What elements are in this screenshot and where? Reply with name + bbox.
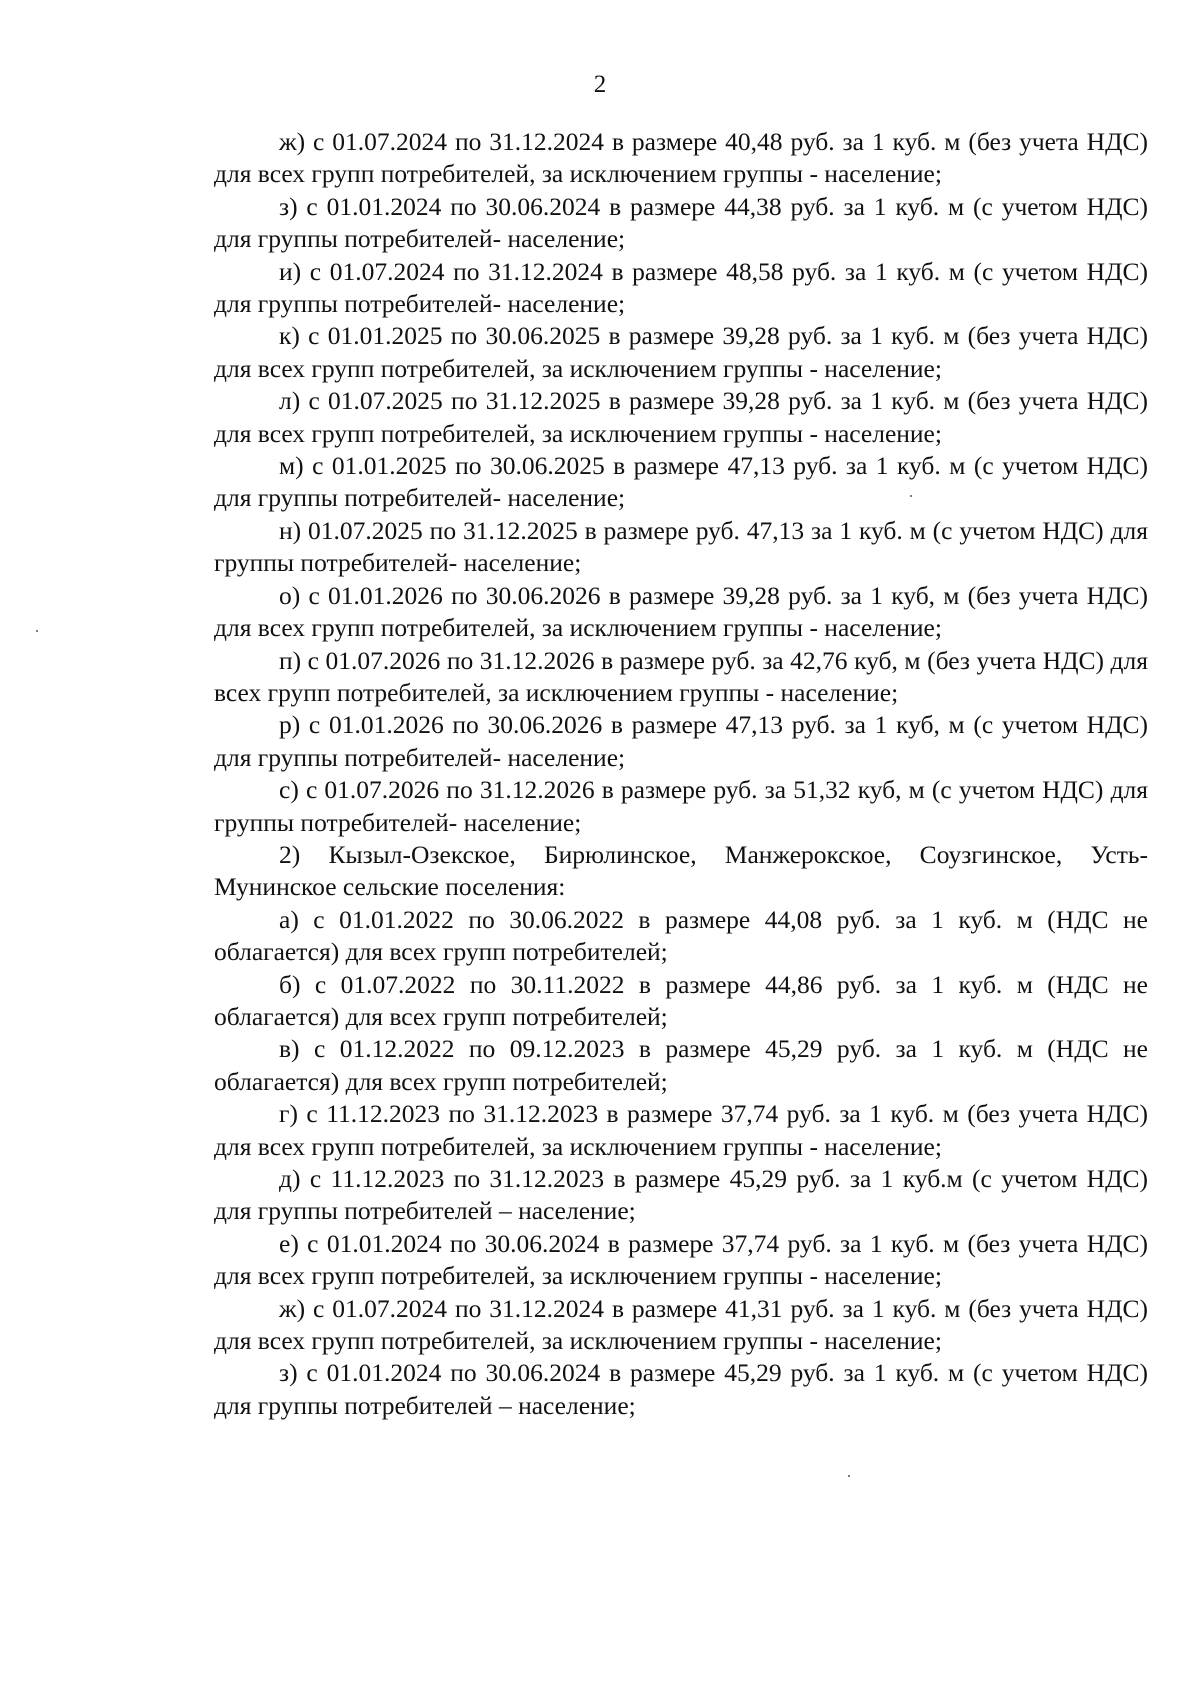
tariff-item-m: м) с 01.01.2025 по 30.06.2025 в размере 47,13 руб. за 1 куб. м (с учетом НДС) для группы потребителей- население; — [214, 451, 1148, 513]
scan-speck — [36, 630, 38, 632]
tariff-item-d: д) с 11.12.2023 по 31.12.2023 в размере 45,29 руб. за 1 куб.м (с учетом НДС) для группы потребителей – население; — [214, 1164, 1148, 1226]
tariff-item-o: о) с 01.01.2026 по 30.06.2026 в размере 39,28 руб. за 1 куб, м (без учета НДС) для всех групп потребителей, за исключением группы - население; — [214, 580, 1148, 643]
document-body — [214, 126, 1148, 1422]
scan-speck — [848, 1475, 850, 1477]
page-number: 2 — [593, 71, 607, 98]
tariff-item-a: а) с 01.01.2022 по 30.06.2022 в размере 44,08 руб. за 1 куб. м (НДС не облагается) для всех групп потребителей; — [214, 904, 1148, 967]
tariff-item-z-1: з) с 01.01.2024 по 30.06.2024 в размере 44,38 руб. за 1 куб. м (с учетом НДС) для группы потребителей- население; — [214, 191, 1148, 254]
tariff-item-zh-2: ж) с 01.07.2024 по 31.12.2024 в размере 41,31 руб. за 1 куб. м (без учета НДС) для всех групп потребителей, за исключением группы - население; — [214, 1293, 1148, 1356]
tariff-item-k: к) с 01.01.2025 по 30.06.2025 в размере 39,28 руб. за 1 куб. м (без учета НДС) для всех групп потребителей, за исключением группы - население; — [214, 321, 1148, 383]
tariff-item-p: п) с 01.07.2026 по 31.12.2026 в размере руб. за 42,76 куб, м (без учета НДС) для всех групп потребителей, за исключением группы - население; — [214, 645, 1148, 707]
tariff-item-zh-1: ж) с 01.07.2024 по 31.12.2024 в размере 40,48 руб. за 1 куб. м (без учета НДС) для всех групп потребителей, за исключением группы - население; — [214, 127, 1148, 189]
section-heading-settlements: 2) Кызыл-Озекское, Бирюлинское, Манжерокское, Соузгинское, Усть-Мунинское сельские поселения: — [214, 839, 1148, 902]
tariff-item-s: с) с 01.07.2026 по 31.12.2026 в размере руб. за 51,32 куб, м (с учетом НДС) для группы потребителей- население; — [214, 775, 1148, 837]
tariff-item-e: е) с 01.01.2024 по 30.06.2024 в размере 37,74 руб. за 1 куб. м (без учета НДС) для всех групп потребителей, за исключением группы - население; — [214, 1228, 1148, 1291]
tariff-item-b: б) с 01.07.2022 по 30.11.2022 в размере 44,86 руб. за 1 куб. м (НДС не облагается) для всех групп потребителей; — [214, 969, 1148, 1031]
tariff-item-g: г) с 11.12.2023 по 31.12.2023 в размере 37,74 руб. за 1 куб. м (без учета НДС) для всех групп потребителей, за исключением группы - население; — [214, 1099, 1148, 1161]
scan-speck — [910, 495, 912, 497]
tariff-item-r: р) с 01.01.2026 по 30.06.2026 в размере 47,13 руб. за 1 куб, м (с учетом НДС) для группы потребителей- население; — [214, 710, 1148, 772]
tariff-item-l: л) с 01.07.2025 по 31.12.2025 в размере 39,28 руб. за 1 куб. м (без учета НДС) для всех групп потребителей, за исключением группы - население; — [214, 386, 1148, 448]
tariff-item-i: и) с 01.07.2024 по 31.12.2024 в размере 48,58 руб. за 1 куб. м (с учетом НДС) для группы потребителей- население; — [214, 256, 1148, 319]
tariff-item-v: в) с 01.12.2022 по 09.12.2023 в размере 45,29 руб. за 1 куб. м (НДС не облагается) для всех групп потребителей; — [214, 1034, 1148, 1096]
tariff-item-z-2: з) с 01.01.2024 по 30.06.2024 в размере 45,29 руб. за 1 куб. м (с учетом НДС) для группы потребителей – население; — [214, 1358, 1148, 1420]
tariff-item-n: н) 01.07.2025 по 31.12.2025 в размере руб. 47,13 за 1 куб. м (с учетом НДС) для группы потребителей- население; — [214, 515, 1148, 578]
